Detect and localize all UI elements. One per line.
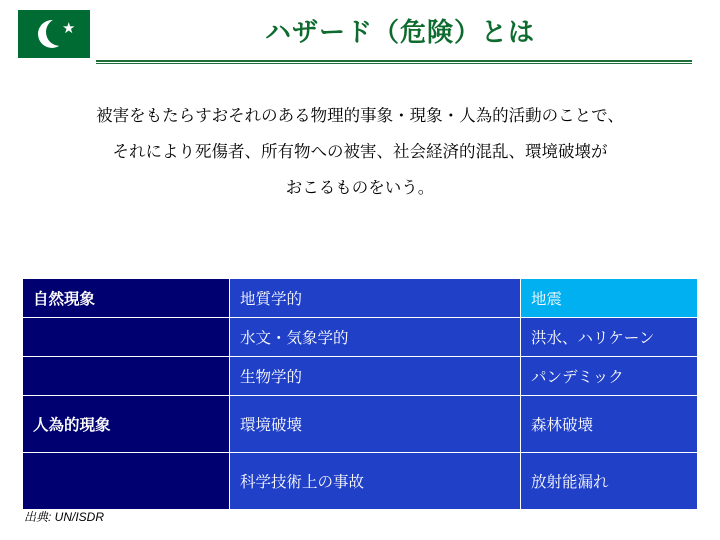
page-title: ハザード（危険）とは (264, 17, 535, 47)
example-cell: 地震 (521, 279, 698, 318)
flag-crescent-group (18, 10, 90, 58)
category-cell (23, 453, 230, 510)
table-row (23, 357, 698, 396)
category-cell: 人為的現象 (23, 396, 230, 453)
category-cell: 自然現象 (23, 279, 230, 318)
example-cell: パンデミック (521, 357, 698, 396)
body-line-2: それにより死傷者、所有物への被害、社会経済的混乱、環境破壊が (112, 143, 608, 161)
category-cell (23, 357, 230, 396)
hazard-table (22, 278, 698, 510)
type-cell: 生物学的 (230, 357, 521, 396)
table-row (23, 396, 698, 453)
table-row (23, 279, 698, 318)
example-cell: 放射能漏れ (521, 453, 698, 510)
type-cell: 水文・気象学的 (230, 318, 521, 357)
table-row (23, 453, 698, 510)
category-cell (23, 318, 230, 357)
body-paragraph (40, 98, 680, 206)
type-cell: 科学技術上の事故 (230, 453, 521, 510)
type-cell: 環境破壊 (230, 396, 521, 453)
body-line-1: 被害をもたらすおそれのある物理的事象・現象・人為的活動のことで、 (96, 107, 624, 125)
type-cell: 地質学的 (230, 279, 521, 318)
star-icon: ★ (62, 20, 76, 37)
source-note: 出典: UN/ISDR (24, 510, 105, 524)
title-divider (96, 60, 692, 64)
body-line-3: おこるものをいう。 (285, 179, 435, 197)
example-cell: 洪水、ハリケーン (521, 318, 698, 357)
table-row (23, 318, 698, 357)
example-cell: 森林破壊 (521, 396, 698, 453)
pakistan-flag-icon (18, 10, 90, 58)
